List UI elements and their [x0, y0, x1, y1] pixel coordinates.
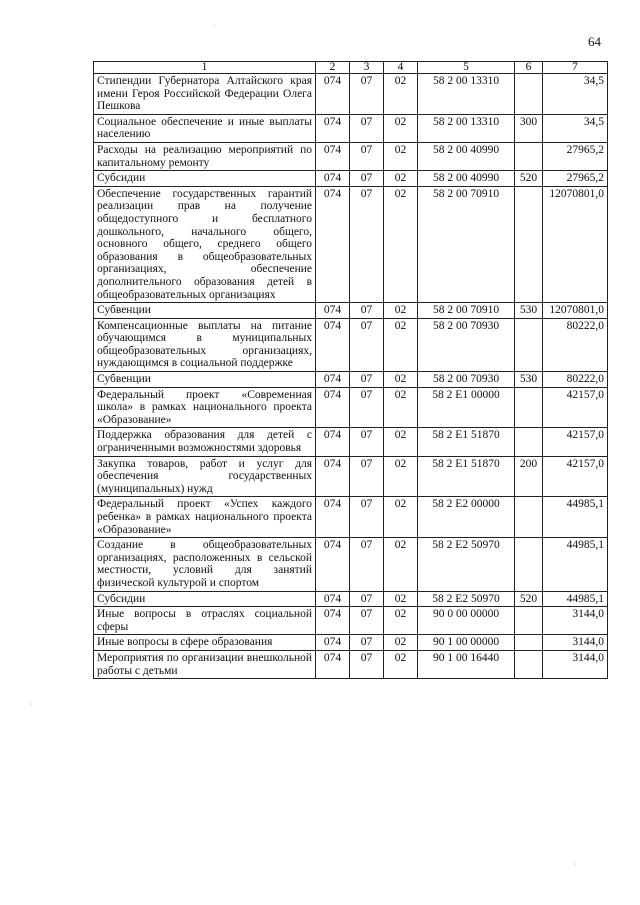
- target-article-cell: 58 2 E1 51870: [418, 428, 515, 456]
- table-row: [94, 318, 608, 371]
- target-article-cell: 58 2 00 40990: [418, 171, 515, 187]
- target-article-cell: 58 2 00 70910: [418, 303, 515, 319]
- row-name-cell: Поддержка образования для детей с ограниченными возможностями здоровья: [94, 428, 316, 456]
- table-row: [94, 607, 608, 635]
- section-cell: 07: [350, 171, 384, 187]
- expense-type-cell: [515, 607, 543, 635]
- scan-mark: ·: [574, 860, 577, 869]
- gov-code-cell: 074: [316, 428, 350, 456]
- section-cell: 07: [350, 650, 384, 678]
- row-name-cell: Социальное обеспечение и иные выплаты населению: [94, 114, 316, 142]
- section-cell: 07: [350, 428, 384, 456]
- target-article-cell: 90 1 00 16440: [418, 650, 515, 678]
- scan-mark: ·: [30, 700, 33, 709]
- expense-type-cell: 530: [515, 372, 543, 388]
- amount-cell: 80222,0: [543, 318, 608, 371]
- column-header: 4: [384, 62, 418, 74]
- section-cell: 07: [350, 538, 384, 591]
- amount-cell: 44985,1: [543, 591, 608, 607]
- gov-code-cell: 074: [316, 607, 350, 635]
- gov-code-cell: 074: [316, 538, 350, 591]
- column-header: 7: [543, 62, 608, 74]
- section-cell: 07: [350, 303, 384, 319]
- subsection-cell: 02: [384, 428, 418, 456]
- row-name-cell: Стипендии Губернатора Алтайского края имени Героя Российской Федерации Олега Пешкова: [94, 74, 316, 115]
- section-cell: 07: [350, 186, 384, 302]
- amount-cell: 42157,0: [543, 387, 608, 428]
- column-header: 2: [316, 62, 350, 74]
- column-header: 6: [515, 62, 543, 74]
- row-name-cell: Федеральный проект «Успех каждого ребенка» в рамках национального проекта «Образование»: [94, 497, 316, 538]
- expense-type-cell: 520: [515, 591, 543, 607]
- amount-cell: 34,5: [543, 74, 608, 115]
- table-row: [94, 497, 608, 538]
- expense-type-cell: [515, 428, 543, 456]
- section-cell: 07: [350, 142, 384, 170]
- expense-type-cell: 300: [515, 114, 543, 142]
- gov-code-cell: 074: [316, 591, 350, 607]
- amount-cell: 34,5: [543, 114, 608, 142]
- subsection-cell: 02: [384, 142, 418, 170]
- gov-code-cell: 074: [316, 142, 350, 170]
- target-article-cell: 58 2 E1 51870: [418, 456, 515, 497]
- amount-cell: 42157,0: [543, 428, 608, 456]
- row-name-cell: Федеральный проект «Современная школа» в рамках национального проекта «Образование»: [94, 387, 316, 428]
- gov-code-cell: 074: [316, 114, 350, 142]
- subsection-cell: 02: [384, 607, 418, 635]
- amount-cell: 12070801,0: [543, 186, 608, 302]
- table-row: [94, 387, 608, 428]
- row-name-cell: Закупка товаров, работ и услуг для обеспечения государственных (муниципальных) нужд: [94, 456, 316, 497]
- row-name-cell: Субсидии: [94, 171, 316, 187]
- table-row: [94, 591, 608, 607]
- section-cell: 07: [350, 114, 384, 142]
- subsection-cell: 02: [384, 74, 418, 115]
- expense-type-cell: [515, 318, 543, 371]
- row-name-cell: Субсидии: [94, 591, 316, 607]
- gov-code-cell: 074: [316, 650, 350, 678]
- row-name-cell: Мероприятия по организации внешкольной работы с детьми: [94, 650, 316, 678]
- column-header: 5: [418, 62, 515, 74]
- row-name-cell: Создание в общеобразовательных организациях, расположенных в сельской местности, условий для занятий физической культурой и спортом: [94, 538, 316, 591]
- expense-type-cell: [515, 186, 543, 302]
- expense-type-cell: 200: [515, 456, 543, 497]
- row-name-cell: Иные вопросы в сфере образования: [94, 635, 316, 651]
- page-number: 64: [588, 34, 601, 49]
- target-article-cell: 90 1 00 00000: [418, 635, 515, 651]
- amount-cell: 12070801,0: [543, 303, 608, 319]
- section-cell: 07: [350, 372, 384, 388]
- target-article-cell: 58 2 E2 50970: [418, 591, 515, 607]
- column-header: 3: [350, 62, 384, 74]
- table-row: [94, 650, 608, 678]
- section-cell: 07: [350, 591, 384, 607]
- amount-cell: 80222,0: [543, 372, 608, 388]
- subsection-cell: 02: [384, 387, 418, 428]
- section-cell: 07: [350, 607, 384, 635]
- gov-code-cell: 074: [316, 74, 350, 115]
- section-cell: 07: [350, 456, 384, 497]
- expense-type-cell: [515, 497, 543, 538]
- gov-code-cell: 074: [316, 372, 350, 388]
- table-row: [94, 142, 608, 170]
- subsection-cell: 02: [384, 171, 418, 187]
- expense-type-cell: 520: [515, 171, 543, 187]
- target-article-cell: 58 2 E1 00000: [418, 387, 515, 428]
- amount-cell: 27965,2: [543, 142, 608, 170]
- target-article-cell: 58 2 E2 00000: [418, 497, 515, 538]
- gov-code-cell: 074: [316, 186, 350, 302]
- amount-cell: 3144,0: [543, 607, 608, 635]
- expense-type-cell: [515, 650, 543, 678]
- subsection-cell: 02: [384, 186, 418, 302]
- table-row: [94, 635, 608, 651]
- expense-type-cell: [515, 635, 543, 651]
- section-cell: 07: [350, 635, 384, 651]
- gov-code-cell: 074: [316, 318, 350, 371]
- section-cell: 07: [350, 74, 384, 115]
- subsection-cell: 02: [384, 114, 418, 142]
- expense-type-cell: [515, 538, 543, 591]
- gov-code-cell: 074: [316, 497, 350, 538]
- table-row: [94, 428, 608, 456]
- gov-code-cell: 074: [316, 456, 350, 497]
- target-article-cell: 58 2 E2 50970: [418, 538, 515, 591]
- column-header: 1: [94, 62, 316, 74]
- row-name-cell: Обеспечение государственных гарантий реализации прав на получение общедоступного и бесплатного дошкольного, начального общего, основного общего, среднего общего образования в общеобразовательных организациях, обеспечение дополнительного образования детей в общеобразовательных организациях: [94, 186, 316, 302]
- gov-code-cell: 074: [316, 635, 350, 651]
- budget-table: [93, 61, 608, 679]
- amount-cell: 3144,0: [543, 650, 608, 678]
- amount-cell: 44985,1: [543, 538, 608, 591]
- expense-type-cell: [515, 74, 543, 115]
- subsection-cell: 02: [384, 372, 418, 388]
- gov-code-cell: 074: [316, 303, 350, 319]
- row-name-cell: Субвенции: [94, 372, 316, 388]
- row-name-cell: Расходы на реализацию мероприятий по капитальному ремонту: [94, 142, 316, 170]
- table-row: [94, 114, 608, 142]
- table-row: [94, 372, 608, 388]
- subsection-cell: 02: [384, 650, 418, 678]
- target-article-cell: 58 2 00 70930: [418, 372, 515, 388]
- row-name-cell: Компенсационные выплаты на питание обучающимся в муниципальных общеобразовательных организациях, нуждающимся в социальной поддержке: [94, 318, 316, 371]
- table-row: [94, 303, 608, 319]
- subsection-cell: 02: [384, 497, 418, 538]
- scan-mark: ·: [213, 22, 216, 31]
- amount-cell: 44985,1: [543, 497, 608, 538]
- target-article-cell: 58 2 00 13310: [418, 114, 515, 142]
- subsection-cell: 02: [384, 591, 418, 607]
- section-cell: 07: [350, 318, 384, 371]
- subsection-cell: 02: [384, 635, 418, 651]
- amount-cell: 27965,2: [543, 171, 608, 187]
- section-cell: 07: [350, 497, 384, 538]
- table-header-row: [94, 62, 608, 74]
- expense-type-cell: [515, 387, 543, 428]
- target-article-cell: 58 2 00 13310: [418, 74, 515, 115]
- target-article-cell: 90 0 00 00000: [418, 607, 515, 635]
- target-article-cell: 58 2 00 40990: [418, 142, 515, 170]
- amount-cell: 42157,0: [543, 456, 608, 497]
- subsection-cell: 02: [384, 303, 418, 319]
- table-row: [94, 171, 608, 187]
- target-article-cell: 58 2 00 70910: [418, 186, 515, 302]
- row-name-cell: Субвенции: [94, 303, 316, 319]
- row-name-cell: Иные вопросы в отраслях социальной сферы: [94, 607, 316, 635]
- target-article-cell: 58 2 00 70930: [418, 318, 515, 371]
- subsection-cell: 02: [384, 318, 418, 371]
- expense-type-cell: 530: [515, 303, 543, 319]
- table-row: [94, 456, 608, 497]
- table-row: [94, 74, 608, 115]
- subsection-cell: 02: [384, 538, 418, 591]
- expense-type-cell: [515, 142, 543, 170]
- gov-code-cell: 074: [316, 387, 350, 428]
- table-row: [94, 186, 608, 302]
- amount-cell: 3144,0: [543, 635, 608, 651]
- section-cell: 07: [350, 387, 384, 428]
- gov-code-cell: 074: [316, 171, 350, 187]
- table-row: [94, 538, 608, 591]
- subsection-cell: 02: [384, 456, 418, 497]
